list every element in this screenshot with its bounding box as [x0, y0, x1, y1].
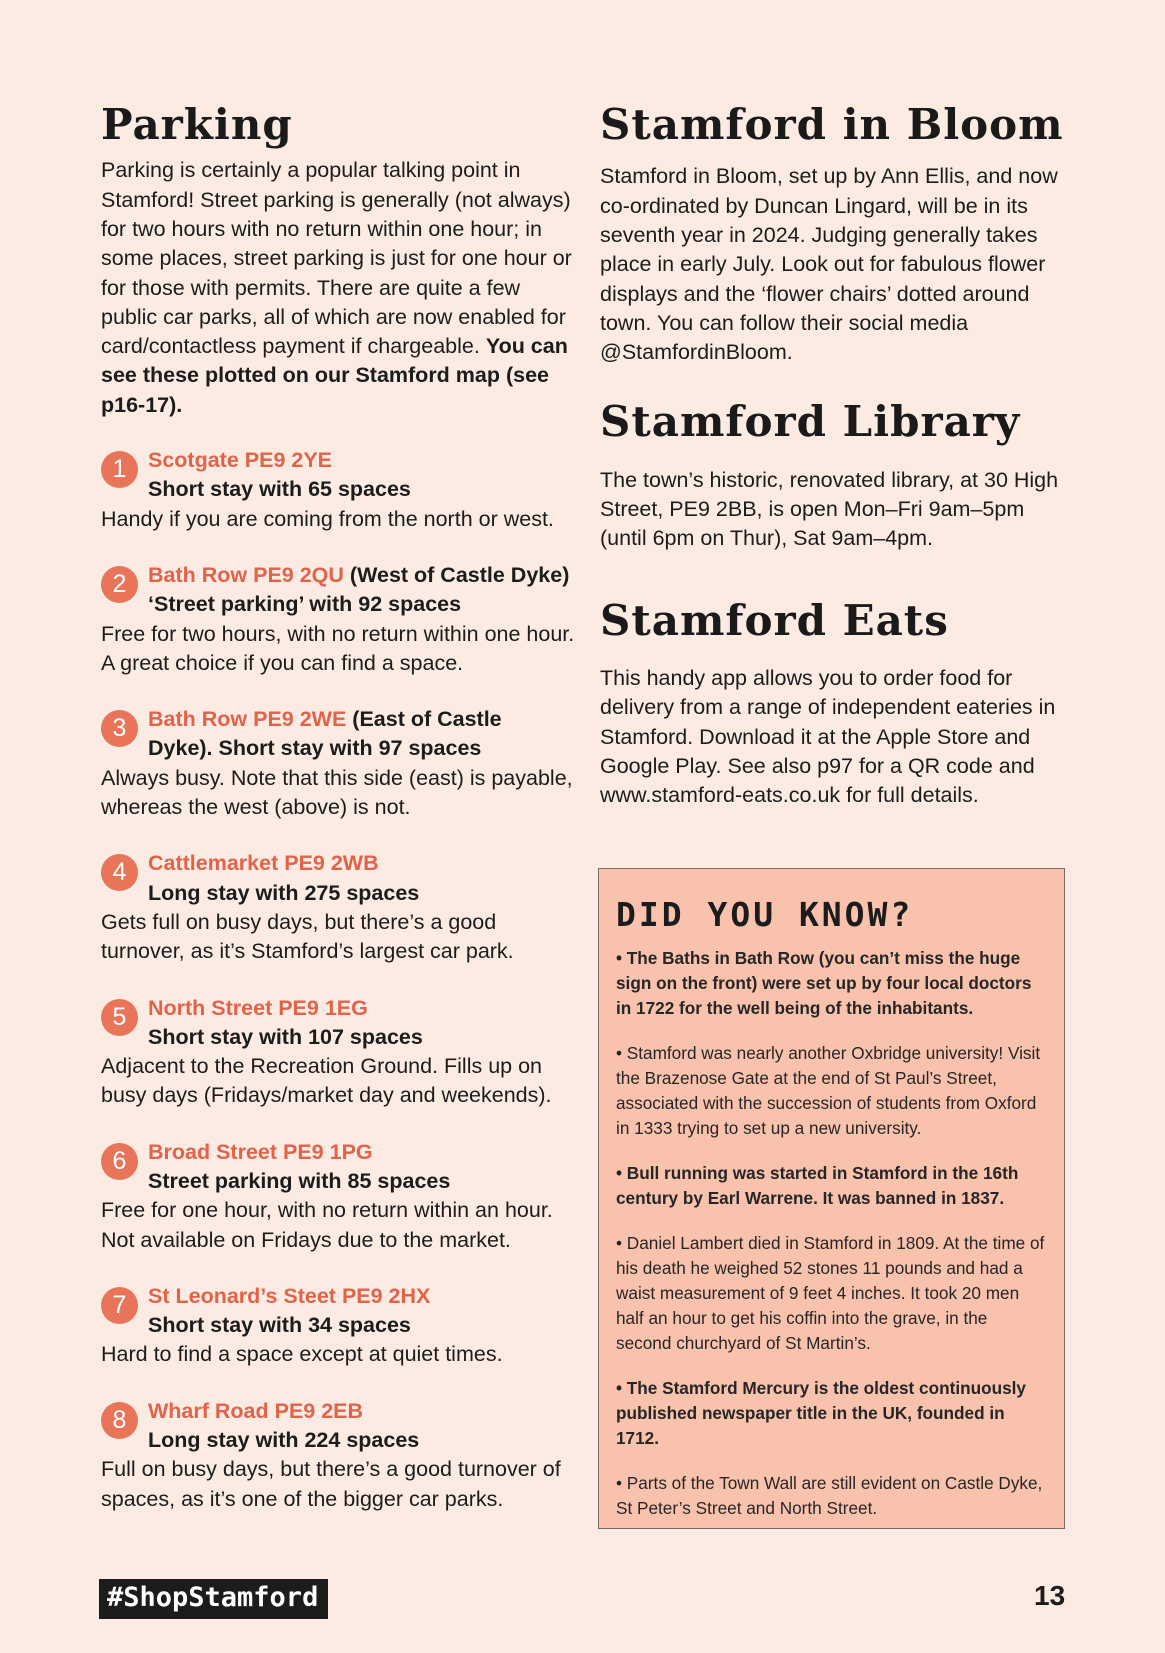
right-column — [600, 100, 1068, 811]
page-number: 13 — [1034, 1580, 1066, 1611]
car-park-extra: (West of Castle Dyke) — [349, 562, 570, 587]
car-park-name: Broad Street PE9 1PG — [148, 1139, 373, 1164]
car-park-name: Bath Row PE9 2QU — [148, 562, 344, 587]
car-park-description: Adjacent to the Recreation Ground. Fills up on busy days (Fridays/market day and weekends). — [101, 1054, 552, 1108]
car-park-number: 2 — [101, 566, 138, 603]
library-text: The town’s historic, renovated library, at 30 High Street, PE9 2BB, is open Mon–Fri 9am–5pm (until 6pm on Thur), Sat 9am–4pm. — [600, 467, 1059, 551]
parking-intro-text: Parking is certainly a popular talking point in Stamford! Street parking is generally (not always) for two hours with no return within one hour; in some places, street parking is just for one hour or for those with permits. There are quite a few public car parks, all of which are now enabled for card/contactless payment if chargeable. — [101, 158, 572, 359]
car-park-description: Free for two hours, with no return within one hour. A great choice if you can find a space. — [101, 621, 575, 675]
did-you-know-box — [598, 868, 1065, 1529]
car-park-number: 7 — [101, 1287, 138, 1324]
fact-item: • The Stamford Mercury is the oldest continuously published newspaper title in the UK, founded in 1712. — [616, 1378, 1026, 1448]
car-park-description: Free for one hour, with no return within an hour. Not available on Fridays due to the market. — [101, 1198, 553, 1252]
car-park-capacity: ‘Street parking’ with 92 spaces — [148, 592, 462, 617]
car-park-capacity: Short stay with 34 spaces — [148, 1313, 411, 1338]
car-park-description: Hard to find a space except at quiet times. — [101, 1342, 503, 1367]
car-park-item — [101, 561, 581, 678]
parking-intro — [101, 156, 581, 420]
bloom-text: Stamford in Bloom, set up by Ann Ellis, and now co-ordinated by Duncan Lingard, will be in its seventh year in 2024. Judging generally takes place in early July. Look out for fabulous flower displays and the ‘flower chairs’ dotted around town. You can follow their social media @StamfordinBloom. — [600, 164, 1058, 365]
car-park-capacity: Long stay with 275 spaces — [148, 880, 420, 905]
eats-text: This handy app allows you to order food for delivery from a range of independent eateries in Stamford. Download it at the Apple Store and Google Play. See also p97 for a QR code and www.stamford-eats.co.uk for full details. — [600, 666, 1056, 808]
car-park-description: Full on busy days, but there’s a good turnover of spaces, as it’s one of the bigger car parks. — [101, 1457, 561, 1511]
parking-section — [101, 100, 581, 1514]
car-park-description: Always busy. Note that this side (east) is payable, whereas the west (above) is not. — [101, 765, 573, 820]
car-park-number: 3 — [101, 710, 138, 747]
parking-intro-bold: You can see these plotted on our Stamford map (see p16-17). — [101, 334, 568, 417]
fact-item: • The Baths in Bath Row (you can’t miss the huge sign on the front) were set up by four local doctors in 1722 for the well being of the inhabitants. — [616, 948, 1032, 1018]
car-park-item — [101, 1397, 581, 1514]
car-park-name: Wharf Road PE9 2EB — [148, 1398, 364, 1423]
car-park-item — [101, 446, 581, 534]
car-park-capacity: Short stay with 65 spaces — [148, 477, 411, 502]
car-park-number: 6 — [101, 1143, 138, 1180]
car-park-description: Handy if you are coming from the north or west. — [101, 506, 554, 531]
car-park-name: Bath Row PE9 2WE — [148, 707, 347, 732]
eats-title: Stamford Eats — [600, 595, 949, 645]
car-park-item — [101, 705, 581, 822]
car-park-item — [101, 1282, 581, 1370]
car-park-description: Gets full on busy days, but there’s a good turnover, as it’s Stamford’s largest car park. — [101, 909, 514, 964]
bloom-title: Stamford in Bloom — [600, 100, 1064, 149]
fact-item: • Stamford was nearly another Oxbridge university! Visit the Brazenose Gate at the end of St Paul’s Street, associated with the succession of students from Oxford in 1333 trying to set up a new university. — [616, 1043, 1041, 1138]
parking-title: Parking — [101, 100, 293, 149]
hashtag-badge: #ShopStamford — [99, 1579, 328, 1619]
did-you-know-title: DID YOU KNOW? — [616, 895, 914, 934]
car-park-name: St Leonard’s Steet PE9 2HX — [148, 1283, 431, 1308]
car-park-item — [101, 994, 581, 1111]
fact-item: • Daniel Lambert died in Stamford in 1809. At the time of his death he weighed 52 stones 11 pounds and had a waist measurement of 9 feet 4 inches. It took 20 men half an hour to get his coffin into the grave, in the second churchyard of St Martin’s. — [616, 1233, 1045, 1353]
car-park-capacity: Short stay with 107 spaces — [148, 1024, 423, 1049]
car-park-number: 5 — [101, 999, 138, 1036]
car-park-capacity: Dyke). Short stay with 97 spaces — [148, 736, 482, 761]
car-park-number: 8 — [101, 1402, 138, 1439]
car-park-name: Cattlemarket PE9 2WB — [148, 851, 379, 876]
fact-item: • Bull running was started in Stamford in the 16th century by Earl Warrene. It was banned in 1837. — [616, 1163, 1019, 1208]
car-park-name: North Street PE9 1EG — [148, 995, 368, 1020]
car-park-capacity: Long stay with 224 spaces — [148, 1428, 420, 1453]
car-park-capacity: Street parking with 85 spaces — [148, 1169, 451, 1193]
fact-item: • Parts of the Town Wall are still evident on Castle Dyke, St Peter’s Street and North Street. — [616, 1473, 1043, 1518]
car-park-number: 4 — [101, 854, 138, 891]
car-park-number: 1 — [101, 451, 138, 488]
car-park-item — [101, 849, 581, 966]
car-park-extra: (East of Castle — [352, 707, 502, 732]
car-park-item — [101, 1138, 581, 1255]
car-park-name: Scotgate PE9 2YE — [148, 448, 333, 473]
library-title: Stamford Library — [600, 397, 1021, 447]
